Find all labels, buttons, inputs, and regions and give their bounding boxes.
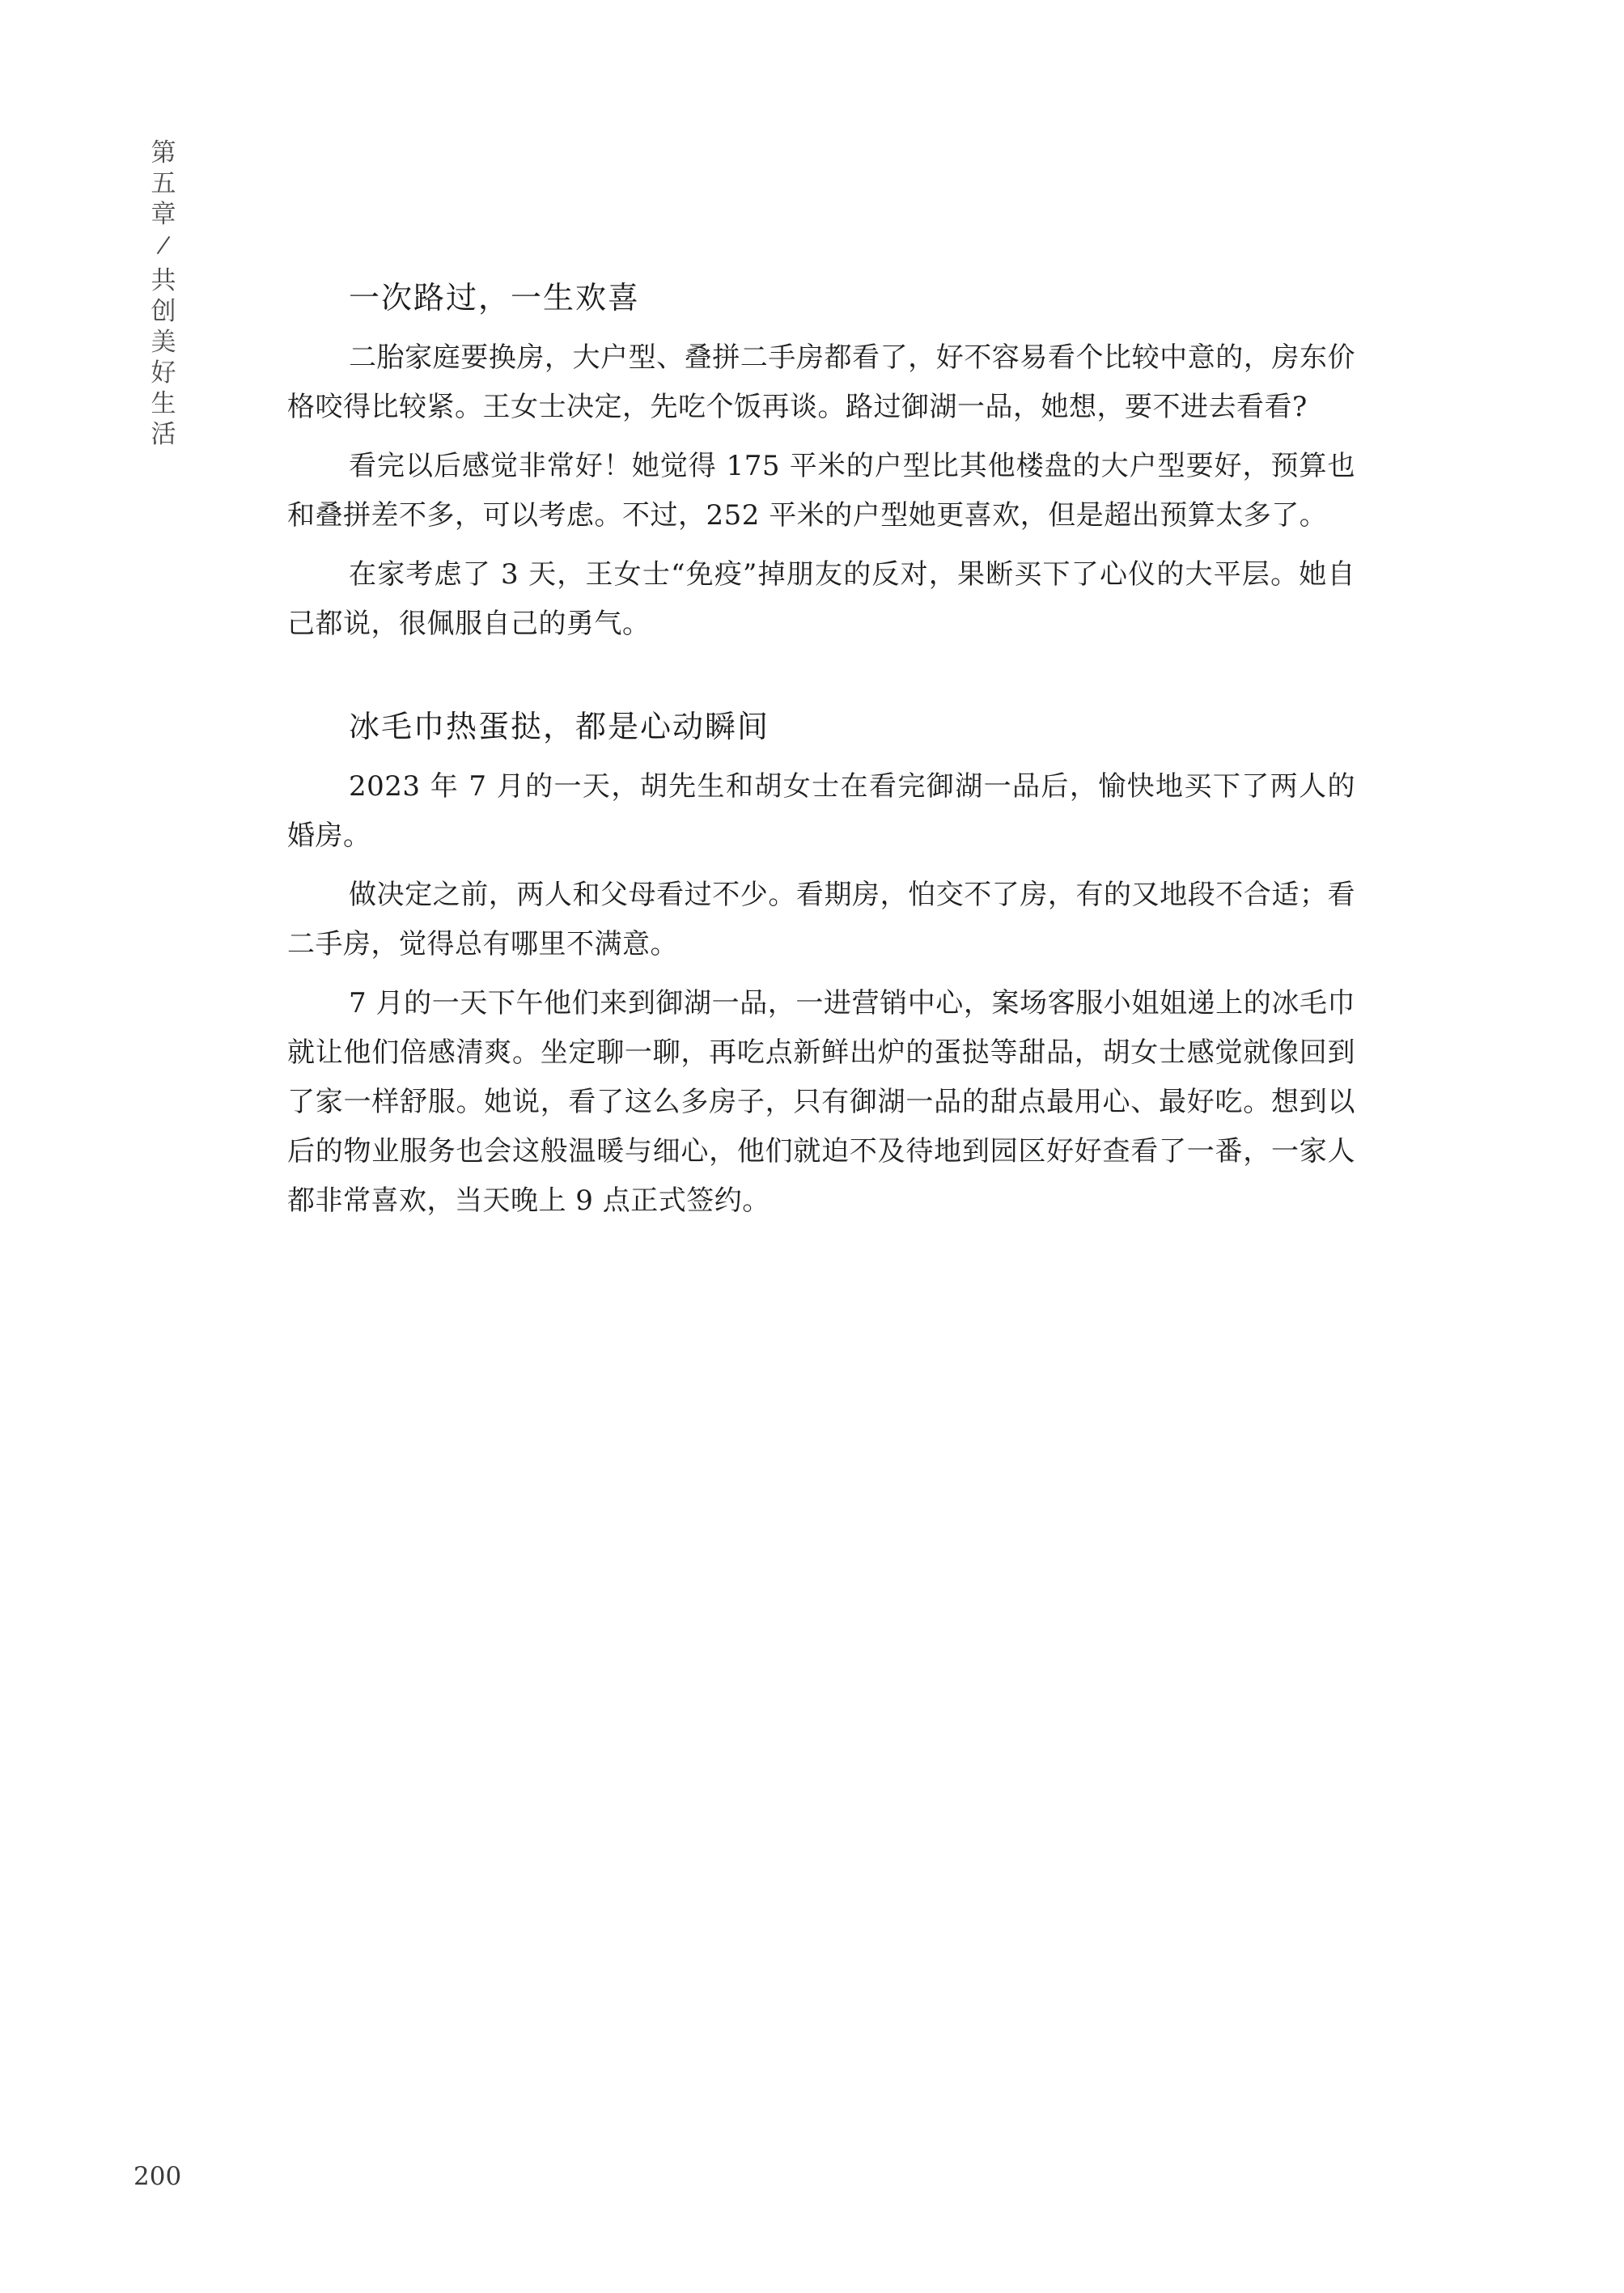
section-title: 一次路过，一生欢喜 [349, 280, 641, 316]
paragraph: 做决定之前，两人和父母看过不少。看期房，怕交不了房，有的又地段不合适；看二手房，觉得总有哪里不满意。 [287, 879, 1355, 960]
running-head-chapter: 第五章 [151, 138, 176, 229]
paragraph: 在家考虑了 3 天，王女士“免疫”掉朋友的反对，果断买下了心仪的大平层。她自己都说，很佩服自己的勇气。 [287, 558, 1355, 640]
section-title: 冰毛巾热蛋挞，都是心动瞬间 [349, 709, 770, 744]
section-2 [287, 704, 1355, 1226]
running-head [146, 138, 181, 450]
section-1 [287, 275, 1355, 649]
paragraph: 看完以后感觉非常好！她觉得 175 平米的户型比其他楼盘的大户型要好，预算也和叠拼差不多，可以考虑。不过，252 平米的户型她更喜欢，但是超出预算太多了。 [287, 450, 1355, 532]
running-head-separator [146, 235, 181, 265]
page-number: 200 [134, 2162, 182, 2191]
paragraph: 2023 年 7 月的一天，胡先生和胡女士在看完御湖一品后，愉快地买下了两人的婚房。 [287, 770, 1355, 852]
paragraph: 7 月的一天下午他们来到御湖一品，一进营销中心，案场客服小姐姐递上的冰毛巾就让他们倍感清爽。坐定聊一聊，再吃点新鲜出炉的蛋挞等甜品，胡女士感觉就像回到了家一样舒服。她说，看了这么多房子，只有御湖一品的甜点最用心、最好吃。想到以后的物业服务也会这般温暖与细心，他们就迫不及待地到园区好好查看了一番，一家人都非常喜欢，当天晚上 9 点正式签约。 [287, 987, 1355, 1217]
page-body [287, 275, 1355, 1236]
running-head-title: 共创美好生活 [151, 266, 176, 449]
paragraph: 二胎家庭要换房，大户型、叠拼二手房都看了，好不容易看个比较中意的，房东价格咬得比较紧。王女士决定，先吃个饭再谈。路过御湖一品，她想，要不进去看看? [287, 341, 1355, 423]
